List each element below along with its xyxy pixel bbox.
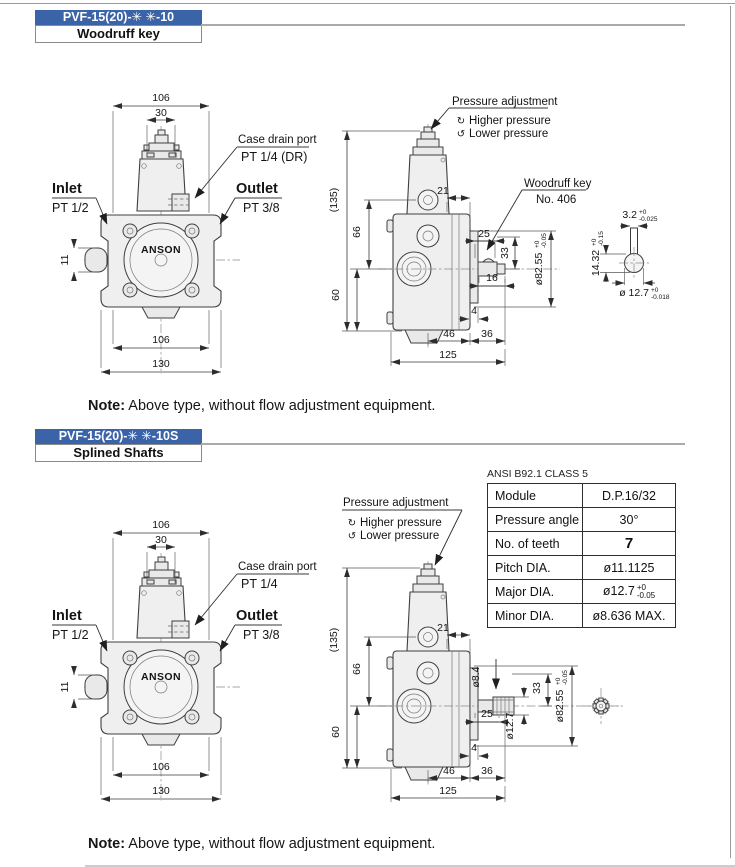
anson-logo: ANSON xyxy=(141,671,181,683)
tol-upper: +0 xyxy=(636,583,646,593)
svg-text:-0.15: -0.15 xyxy=(598,231,605,246)
spec-value: ø11.1125 xyxy=(583,556,676,580)
svg-text:14.32: 14.32 xyxy=(590,249,602,277)
section1-variant-title: Woodruff key xyxy=(35,25,202,43)
dim-25: 25 xyxy=(478,228,490,240)
dim-11: 11 xyxy=(59,681,71,693)
dim-16: 16 xyxy=(486,272,498,284)
anson-logo: ANSON xyxy=(141,244,181,256)
dim-106-top: 106 xyxy=(152,519,170,531)
inlet-label: Inlet xyxy=(52,608,82,624)
spec-label: Pitch DIA. xyxy=(488,556,583,580)
dim-11: 11 xyxy=(59,254,71,266)
higher-pressure-label: Higher pressure xyxy=(469,115,551,127)
spec-value: 7 xyxy=(583,532,676,556)
dim-key-width: 3.2 xyxy=(622,209,637,221)
section2-variant-title: Splined Shafts xyxy=(35,444,202,462)
dim-key-depth xyxy=(590,231,605,276)
drain-size: PT 1/4 (DR) xyxy=(241,150,308,164)
rotate-ccw-icon: ↺ xyxy=(456,129,466,140)
spec-value: ø8.636 MAX. xyxy=(583,604,676,628)
spec-value: 30° xyxy=(583,508,676,532)
dim-33: 33 xyxy=(531,682,543,694)
woodruff-key-profile xyxy=(483,259,494,262)
dim-60: 60 xyxy=(330,289,342,301)
section1-front-view-drawing xyxy=(52,92,317,374)
rotate-cw-icon: ↻ xyxy=(347,518,357,529)
dim-pilot-dia xyxy=(533,233,548,286)
pressure-adjustment-label: Pressure adjustment xyxy=(343,497,449,509)
spec-label: Pressure angle xyxy=(488,508,583,532)
dim-21: 21 xyxy=(437,185,449,197)
dim-135: (135) xyxy=(328,627,340,653)
svg-text:-0.05: -0.05 xyxy=(541,233,548,248)
dim-30: 30 xyxy=(155,107,167,119)
spec-label: Major DIA. xyxy=(488,580,583,604)
svg-text:ø82.55: ø82.55 xyxy=(554,689,566,723)
svg-text:ø82.55: ø82.55 xyxy=(533,252,545,286)
dim-36: 36 xyxy=(481,765,493,777)
dim-21: 21 xyxy=(437,622,449,634)
dim-46: 46 xyxy=(443,765,455,777)
tol-lower: -0.05 xyxy=(636,590,656,600)
rotate-cw-icon: ↻ xyxy=(456,116,466,127)
lower-pressure-label: Lower pressure xyxy=(469,128,549,140)
spec-label: No. of teeth xyxy=(488,532,583,556)
note-text: Above type, without flow adjustment equipment. xyxy=(128,836,436,852)
tol-lower: -0.025 xyxy=(639,216,658,223)
dim-106-bottom: 106 xyxy=(152,761,170,773)
note-text: Above type, without flow adjustment equipment. xyxy=(128,398,436,414)
woodruff-key-number: No. 406 xyxy=(536,194,577,206)
tol-lower: -0.018 xyxy=(651,294,670,301)
drain-label: Case drain port xyxy=(238,561,317,573)
drain-label: Case drain port xyxy=(238,134,317,146)
tol-upper: +0 xyxy=(639,209,647,216)
svg-text:-0.05: -0.05 xyxy=(562,670,569,685)
dim-130: 130 xyxy=(152,358,170,370)
pressure-adjustment-label: Pressure adjustment xyxy=(452,96,558,108)
section2-model-title: PVF-15(20)-✳ ✳-10S xyxy=(35,429,202,444)
dim-25: 25 xyxy=(481,708,493,720)
dim-66: 66 xyxy=(351,226,363,238)
inlet-size: PT 1/2 xyxy=(52,628,89,642)
spec-value: D.P.16/32 xyxy=(583,484,676,508)
outlet-size: PT 3/8 xyxy=(243,628,280,642)
dim-130: 130 xyxy=(152,785,170,797)
dim-neck-dia: ø8.4 xyxy=(470,666,482,688)
spec-value-main: ø12.7 xyxy=(602,583,635,598)
dim-30: 30 xyxy=(155,534,167,546)
dim-135: (135) xyxy=(328,187,340,213)
svg-text:+0: +0 xyxy=(555,677,562,685)
section1-shaft-detail-drawing xyxy=(590,209,670,301)
dim-46: 46 xyxy=(443,328,455,340)
dim-106-top: 106 xyxy=(152,92,170,104)
tol-upper: +0 xyxy=(651,287,659,294)
section2-side-view-drawing xyxy=(328,497,625,802)
dim-125: 125 xyxy=(439,349,457,361)
section2-front-view-drawing xyxy=(52,519,317,801)
dim-spline-dia: ø12.7 xyxy=(504,712,516,740)
dim-shaft-dia: ø 12.7 xyxy=(619,287,649,299)
dim-36: 36 xyxy=(481,328,493,340)
lower-pressure-label: Lower pressure xyxy=(360,530,440,542)
rotate-ccw-icon: ↺ xyxy=(347,531,357,542)
note-label: Note: xyxy=(88,836,126,852)
dim-pilot-dia xyxy=(554,670,569,723)
dim-60: 60 xyxy=(330,726,342,738)
inlet-size: PT 1/2 xyxy=(52,201,89,215)
inlet-label: Inlet xyxy=(52,181,82,197)
woodruff-key-label: Woodruff key xyxy=(524,178,592,190)
svg-text:+0: +0 xyxy=(534,240,541,248)
dim-66: 66 xyxy=(351,663,363,675)
outlet-label: Outlet xyxy=(236,181,278,197)
dim-4: 4 xyxy=(471,742,477,754)
dim-33: 33 xyxy=(499,247,511,259)
spec-label: Minor DIA. xyxy=(488,604,583,628)
spec-label: Module xyxy=(488,484,583,508)
drain-size: PT 1/4 xyxy=(241,577,278,591)
dim-4: 4 xyxy=(471,305,477,317)
section1-model-title: PVF-15(20)-✳ ✳-10 xyxy=(35,10,202,25)
spline-spec-caption: ANSI B92.1 CLASS 5 xyxy=(487,468,588,480)
section1-side-view-drawing xyxy=(328,96,592,366)
note-label: Note: xyxy=(88,398,126,414)
higher-pressure-label: Higher pressure xyxy=(360,517,442,529)
dim-125: 125 xyxy=(439,785,457,797)
outlet-label: Outlet xyxy=(236,608,278,624)
outlet-size: PT 3/8 xyxy=(243,201,280,215)
dim-106-bottom: 106 xyxy=(152,334,170,346)
svg-text:+0: +0 xyxy=(591,238,598,246)
